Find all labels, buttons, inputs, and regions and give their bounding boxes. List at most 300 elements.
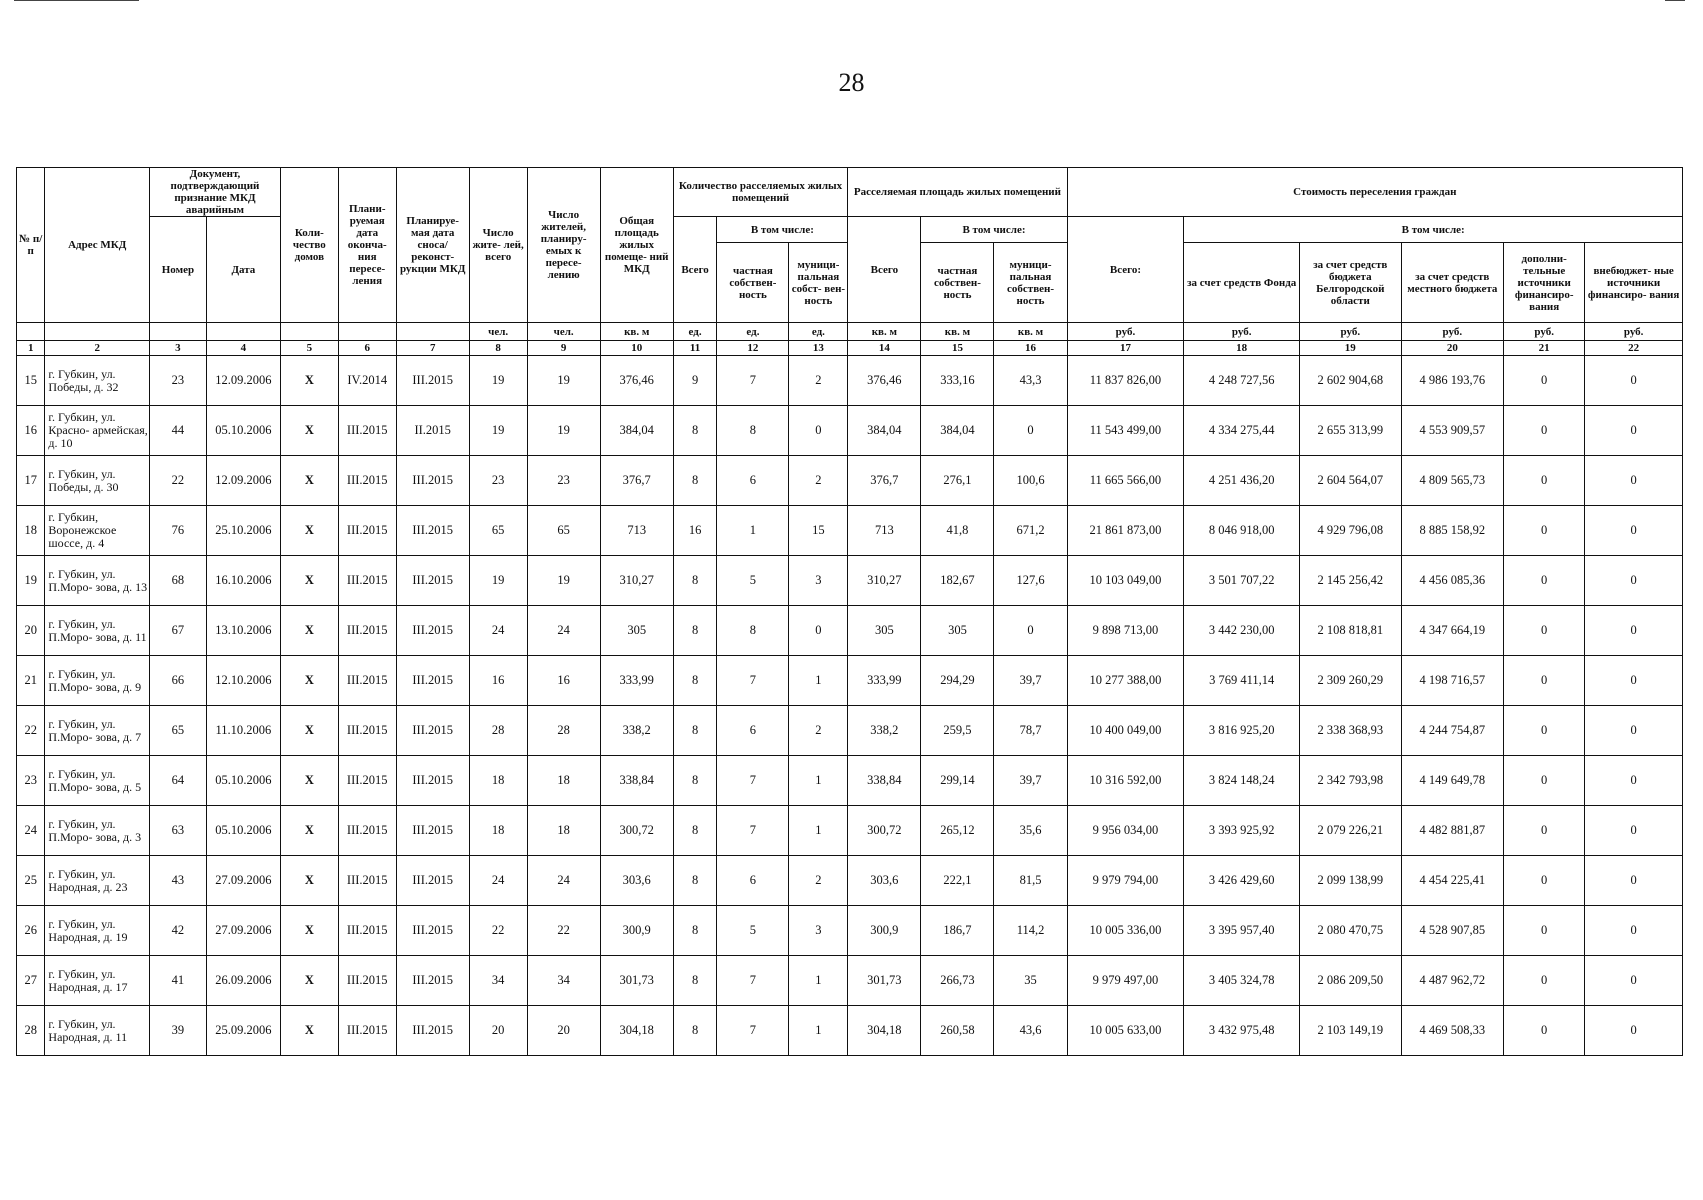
cell-planned-end: III.2015 (338, 906, 396, 956)
cell-area-total: 713 (848, 506, 921, 556)
cell-residents-planned: 20 (527, 1006, 600, 1056)
cell-houses: Х (280, 356, 338, 406)
cell-total-area: 301,73 (600, 956, 673, 1006)
units-blank (338, 323, 396, 341)
header-residents-planned: Число жителей, планиру- емых к пересе- лению (527, 168, 600, 323)
cell-row-number: 18 (17, 506, 45, 556)
header-planned-demolition: Планируе- мая дата сноса/ реконст- рукции МКД (396, 168, 469, 323)
cell-count-municipal: 0 (789, 406, 848, 456)
column-number: 18 (1184, 341, 1300, 356)
cell-doc-date: 11.10.2006 (206, 706, 280, 756)
cell-cost-extra-budget: 0 (1585, 856, 1683, 906)
column-number: 16 (994, 341, 1067, 356)
cell-houses: Х (280, 556, 338, 606)
cell-address: г. Губкин, ул. Победы, д. 32 (45, 356, 150, 406)
cell-count-private: 7 (717, 1006, 789, 1056)
cell-cost-regional: 2 108 818,81 (1300, 606, 1402, 656)
cell-doc-date: 12.09.2006 (206, 356, 280, 406)
cell-cost-regional: 2 342 793,98 (1300, 756, 1402, 806)
cell-count-private: 6 (717, 456, 789, 506)
cell-cost-total: 10 005 633,00 (1067, 1006, 1184, 1056)
cell-count-municipal: 1 (789, 956, 848, 1006)
table-row (17, 856, 1683, 906)
column-number: 21 (1504, 341, 1585, 356)
column-number: 1 (17, 341, 45, 356)
table-row (17, 406, 1683, 456)
cell-houses: Х (280, 906, 338, 956)
cell-cost-local: 4 469 508,33 (1401, 1006, 1504, 1056)
cell-count-private: 7 (717, 656, 789, 706)
cell-doc-date: 13.10.2006 (206, 606, 280, 656)
cell-doc-number: 22 (149, 456, 206, 506)
cell-doc-number: 63 (149, 806, 206, 856)
cell-cost-additional: 0 (1504, 806, 1585, 856)
cell-row-number: 25 (17, 856, 45, 906)
cell-count-private: 7 (717, 356, 789, 406)
table-row (17, 906, 1683, 956)
units-blank (45, 323, 150, 341)
cell-cost-local: 4 986 193,76 (1401, 356, 1504, 406)
table-row (17, 356, 1683, 406)
cell-cost-extra-budget: 0 (1585, 1006, 1683, 1056)
cell-planned-demolition: III.2015 (396, 706, 469, 756)
column-number: 2 (45, 341, 150, 356)
cell-planned-demolition: III.2015 (396, 356, 469, 406)
header-cost-additional: дополни- тельные источники финансиро- вания (1504, 243, 1585, 323)
cell-planned-demolition: III.2015 (396, 956, 469, 1006)
cell-planned-demolition: III.2015 (396, 756, 469, 806)
cell-count-private: 5 (717, 906, 789, 956)
cell-residents-planned: 19 (527, 556, 600, 606)
cell-residents: 28 (469, 706, 527, 756)
cell-doc-number: 76 (149, 506, 206, 556)
cell-cost-total: 9 898 713,00 (1067, 606, 1184, 656)
cell-doc-date: 25.10.2006 (206, 506, 280, 556)
cell-doc-number: 23 (149, 356, 206, 406)
cell-planned-end: III.2015 (338, 706, 396, 756)
cell-residents: 18 (469, 756, 527, 806)
cell-cost-additional: 0 (1504, 356, 1585, 406)
unit-cell: руб. (1504, 323, 1585, 341)
cell-count-private: 5 (717, 556, 789, 606)
cell-cost-regional: 2 099 138,99 (1300, 856, 1402, 906)
cell-planned-end: III.2015 (338, 856, 396, 906)
header-cost-local: за счет средств местного бюджета (1401, 243, 1504, 323)
header-area-private: частная собствен- ность (921, 243, 994, 323)
cell-cost-fund: 3 395 957,40 (1184, 906, 1300, 956)
cell-area-municipal: 39,7 (994, 756, 1067, 806)
column-numbers-row (17, 341, 1683, 356)
header-document: Документ, подтверждающий признание МКД аварийным (149, 168, 280, 217)
page-number: 28 (838, 68, 865, 97)
column-number: 10 (600, 341, 673, 356)
cell-doc-number: 39 (149, 1006, 206, 1056)
cell-doc-number: 43 (149, 856, 206, 906)
cell-cost-extra-budget: 0 (1585, 956, 1683, 1006)
cell-cost-total: 10 316 592,00 (1067, 756, 1184, 806)
cell-doc-date: 27.09.2006 (206, 856, 280, 906)
cell-doc-date: 26.09.2006 (206, 956, 280, 1006)
cell-area-municipal: 35 (994, 956, 1067, 1006)
cell-area-total: 376,7 (848, 456, 921, 506)
cell-area-private: 384,04 (921, 406, 994, 456)
cell-doc-date: 27.09.2006 (206, 906, 280, 956)
cell-houses: Х (280, 756, 338, 806)
cell-area-municipal: 39,7 (994, 656, 1067, 706)
unit-cell: руб. (1401, 323, 1504, 341)
cell-count-total: 8 (673, 756, 717, 806)
cell-total-area: 376,46 (600, 356, 673, 406)
cell-cost-local: 4 482 881,87 (1401, 806, 1504, 856)
cell-count-private: 7 (717, 806, 789, 856)
cell-cost-fund: 4 251 436,20 (1184, 456, 1300, 506)
cell-residents-planned: 18 (527, 756, 600, 806)
cell-area-total: 300,72 (848, 806, 921, 856)
cell-area-private: 305 (921, 606, 994, 656)
cell-address: г. Губкин, ул. П.Моро- зова, д. 3 (45, 806, 150, 856)
cell-residents-planned: 23 (527, 456, 600, 506)
cell-planned-demolition: III.2015 (396, 656, 469, 706)
cell-cost-fund: 4 334 275,44 (1184, 406, 1300, 456)
cell-residents: 19 (469, 556, 527, 606)
cell-cost-fund: 3 769 411,14 (1184, 656, 1300, 706)
cell-area-total: 310,27 (848, 556, 921, 606)
cell-cost-total: 11 665 566,00 (1067, 456, 1184, 506)
cell-area-municipal: 100,6 (994, 456, 1067, 506)
cell-residents-planned: 16 (527, 656, 600, 706)
cell-planned-demolition: III.2015 (396, 556, 469, 606)
cell-row-number: 19 (17, 556, 45, 606)
cell-area-private: 41,8 (921, 506, 994, 556)
table-header (17, 168, 1683, 341)
cell-residents: 20 (469, 1006, 527, 1056)
column-number: 5 (280, 341, 338, 356)
header-doc-date: Дата (206, 217, 280, 323)
cell-count-total: 8 (673, 1006, 717, 1056)
cell-residents: 24 (469, 606, 527, 656)
cell-count-private: 7 (717, 956, 789, 1006)
cell-planned-end: III.2015 (338, 606, 396, 656)
cell-planned-end: III.2015 (338, 406, 396, 456)
cell-houses: Х (280, 956, 338, 1006)
cell-address: г. Губкин, ул. П.Моро- зова, д. 11 (45, 606, 150, 656)
cell-cost-additional: 0 (1504, 706, 1585, 756)
cell-total-area: 384,04 (600, 406, 673, 456)
cell-area-total: 376,46 (848, 356, 921, 406)
cell-count-total: 8 (673, 606, 717, 656)
cell-count-total: 8 (673, 456, 717, 506)
units-row (17, 323, 1683, 341)
table-row (17, 1006, 1683, 1056)
cell-houses: Х (280, 656, 338, 706)
cell-residents-planned: 19 (527, 356, 600, 406)
cell-count-municipal: 0 (789, 606, 848, 656)
cell-area-municipal: 0 (994, 606, 1067, 656)
cell-area-total: 333,99 (848, 656, 921, 706)
cell-residents: 19 (469, 406, 527, 456)
units-blank (206, 323, 280, 341)
cell-cost-extra-budget: 0 (1585, 656, 1683, 706)
cell-cost-fund: 8 046 918,00 (1184, 506, 1300, 556)
cell-cost-fund: 3 824 148,24 (1184, 756, 1300, 806)
cell-cost-fund: 3 393 925,92 (1184, 806, 1300, 856)
cell-area-municipal: 0 (994, 406, 1067, 456)
header-count-private: частная собствен- ность (717, 243, 789, 323)
cell-doc-number: 65 (149, 706, 206, 756)
table-row (17, 956, 1683, 1006)
cell-cost-extra-budget: 0 (1585, 906, 1683, 956)
cell-cost-total: 10 103 049,00 (1067, 556, 1184, 606)
cell-cost-fund: 3 442 230,00 (1184, 606, 1300, 656)
header-cost-fund: за счет средств Фонда (1184, 243, 1300, 323)
header-planned-end: Плани- руемая дата оконча- ния пересе- ления (338, 168, 396, 323)
cell-count-private: 6 (717, 856, 789, 906)
cell-cost-regional: 2 145 256,42 (1300, 556, 1402, 606)
cell-count-total: 9 (673, 356, 717, 406)
cell-cost-fund: 3 405 324,78 (1184, 956, 1300, 1006)
header-houses: Коли- чество домов (280, 168, 338, 323)
scan-edge-line-right (1665, 0, 1685, 1)
cell-count-municipal: 1 (789, 656, 848, 706)
cell-residents: 22 (469, 906, 527, 956)
cell-area-private: 266,73 (921, 956, 994, 1006)
cell-address: г. Губкин, ул. Народная, д. 17 (45, 956, 150, 1006)
cell-area-private: 276,1 (921, 456, 994, 506)
cell-houses: Х (280, 506, 338, 556)
cell-count-private: 8 (717, 606, 789, 656)
cell-count-private: 1 (717, 506, 789, 556)
unit-cell: руб. (1184, 323, 1300, 341)
cell-houses: Х (280, 856, 338, 906)
cell-cost-additional: 0 (1504, 456, 1585, 506)
cell-cost-local: 8 885 158,92 (1401, 506, 1504, 556)
cell-row-number: 21 (17, 656, 45, 706)
cell-doc-date: 05.10.2006 (206, 806, 280, 856)
cell-residents-planned: 22 (527, 906, 600, 956)
cell-cost-local: 4 347 664,19 (1401, 606, 1504, 656)
cell-planned-end: III.2015 (338, 456, 396, 506)
cell-address: г. Губкин, ул. П.Моро- зова, д. 5 (45, 756, 150, 806)
cell-row-number: 16 (17, 406, 45, 456)
column-number: 22 (1585, 341, 1683, 356)
cell-houses: Х (280, 1006, 338, 1056)
cell-area-private: 182,67 (921, 556, 994, 606)
cell-cost-total: 21 861 873,00 (1067, 506, 1184, 556)
cell-row-number: 24 (17, 806, 45, 856)
table-row (17, 456, 1683, 506)
cell-area-private: 299,14 (921, 756, 994, 806)
cell-houses: Х (280, 706, 338, 756)
header-count-total: Всего (673, 217, 717, 323)
cell-area-municipal: 671,2 (994, 506, 1067, 556)
cell-cost-additional: 0 (1504, 656, 1585, 706)
cell-cost-extra-budget: 0 (1585, 556, 1683, 606)
cell-planned-end: III.2015 (338, 956, 396, 1006)
cell-row-number: 28 (17, 1006, 45, 1056)
table-row (17, 656, 1683, 706)
cell-cost-regional: 2 602 904,68 (1300, 356, 1402, 406)
cell-area-municipal: 81,5 (994, 856, 1067, 906)
cell-residents: 16 (469, 656, 527, 706)
cell-count-total: 8 (673, 656, 717, 706)
cell-doc-date: 16.10.2006 (206, 556, 280, 606)
cell-area-total: 305 (848, 606, 921, 656)
cell-cost-fund: 3 816 925,20 (1184, 706, 1300, 756)
cell-doc-date: 05.10.2006 (206, 756, 280, 806)
header-count-incl: В том числе: (717, 217, 848, 243)
header-area-total: Всего (848, 217, 921, 323)
cell-area-private: 260,58 (921, 1006, 994, 1056)
header-count-municipal: муници- пальная собст- вен- ность (789, 243, 848, 323)
column-number: 13 (789, 341, 848, 356)
cell-residents: 18 (469, 806, 527, 856)
cell-cost-total: 10 400 049,00 (1067, 706, 1184, 756)
cell-count-municipal: 1 (789, 806, 848, 856)
cell-row-number: 23 (17, 756, 45, 806)
cell-cost-additional: 0 (1504, 506, 1585, 556)
header-cost-total: Всего: (1067, 217, 1184, 323)
cell-cost-extra-budget: 0 (1585, 506, 1683, 556)
cell-planned-demolition: III.2015 (396, 856, 469, 906)
table-row (17, 756, 1683, 806)
cell-planned-end: III.2015 (338, 1006, 396, 1056)
cell-doc-number: 64 (149, 756, 206, 806)
cell-planned-demolition: III.2015 (396, 456, 469, 506)
cell-total-area: 338,2 (600, 706, 673, 756)
cell-planned-end: III.2015 (338, 506, 396, 556)
cell-row-number: 22 (17, 706, 45, 756)
units-blank (149, 323, 206, 341)
cell-doc-date: 12.09.2006 (206, 456, 280, 506)
cell-cost-local: 4 487 962,72 (1401, 956, 1504, 1006)
cell-count-municipal: 2 (789, 456, 848, 506)
cell-residents-planned: 24 (527, 606, 600, 656)
cell-cost-regional: 2 080 470,75 (1300, 906, 1402, 956)
column-number: 3 (149, 341, 206, 356)
cell-cost-fund: 3 501 707,22 (1184, 556, 1300, 606)
cell-cost-additional: 0 (1504, 606, 1585, 656)
cell-residents: 24 (469, 856, 527, 906)
cell-area-municipal: 127,6 (994, 556, 1067, 606)
column-number: 7 (396, 341, 469, 356)
cell-planned-end: III.2015 (338, 556, 396, 606)
cell-cost-total: 11 543 499,00 (1067, 406, 1184, 456)
cell-cost-fund: 3 432 975,48 (1184, 1006, 1300, 1056)
cell-area-municipal: 114,2 (994, 906, 1067, 956)
cell-cost-additional: 0 (1504, 556, 1585, 606)
column-number: 9 (527, 341, 600, 356)
cell-cost-regional: 2 086 209,50 (1300, 956, 1402, 1006)
cell-count-private: 6 (717, 706, 789, 756)
cell-row-number: 27 (17, 956, 45, 1006)
cell-planned-end: III.2015 (338, 656, 396, 706)
cell-cost-additional: 0 (1504, 406, 1585, 456)
cell-doc-number: 66 (149, 656, 206, 706)
cell-residents-planned: 34 (527, 956, 600, 1006)
cell-cost-total: 9 979 497,00 (1067, 956, 1184, 1006)
cell-cost-extra-budget: 0 (1585, 356, 1683, 406)
unit-cell: чел. (527, 323, 600, 341)
cell-planned-demolition: III.2015 (396, 906, 469, 956)
cell-doc-number: 41 (149, 956, 206, 1006)
header-area-incl: В том числе: (921, 217, 1067, 243)
cell-count-total: 8 (673, 556, 717, 606)
cell-area-total: 338,2 (848, 706, 921, 756)
cell-count-municipal: 2 (789, 856, 848, 906)
table-body (17, 341, 1683, 1056)
cell-row-number: 15 (17, 356, 45, 406)
header-doc-number: Номер (149, 217, 206, 323)
cell-planned-demolition: II.2015 (396, 406, 469, 456)
cell-area-total: 384,04 (848, 406, 921, 456)
cell-cost-local: 4 149 649,78 (1401, 756, 1504, 806)
cell-count-municipal: 2 (789, 706, 848, 756)
cell-cost-local: 4 528 907,85 (1401, 906, 1504, 956)
cell-planned-demolition: III.2015 (396, 806, 469, 856)
table-row (17, 506, 1683, 556)
header-cost-incl: В том числе: (1184, 217, 1683, 243)
cell-doc-number: 67 (149, 606, 206, 656)
column-number: 19 (1300, 341, 1402, 356)
cell-total-area: 338,84 (600, 756, 673, 806)
cell-row-number: 26 (17, 906, 45, 956)
cell-count-total: 8 (673, 856, 717, 906)
cell-area-municipal: 35,6 (994, 806, 1067, 856)
cell-cost-extra-budget: 0 (1585, 606, 1683, 656)
column-number: 20 (1401, 341, 1504, 356)
cell-cost-total: 9 979 794,00 (1067, 856, 1184, 906)
cell-address: г. Губкин, ул. Народная, д. 19 (45, 906, 150, 956)
header-cost-extra-budget: внебюджет- ные источники финансиро- вания (1585, 243, 1683, 323)
cell-residents-planned: 18 (527, 806, 600, 856)
cell-area-private: 294,29 (921, 656, 994, 706)
units-blank (396, 323, 469, 341)
units-blank (17, 323, 45, 341)
cell-area-total: 303,6 (848, 856, 921, 906)
unit-cell: кв. м (600, 323, 673, 341)
table-row (17, 606, 1683, 656)
cell-count-private: 7 (717, 756, 789, 806)
cell-address: г. Губкин, ул. Народная, д. 23 (45, 856, 150, 906)
cell-cost-local: 4 553 909,57 (1401, 406, 1504, 456)
cell-residents: 34 (469, 956, 527, 1006)
cell-cost-extra-budget: 0 (1585, 756, 1683, 806)
unit-cell: кв. м (848, 323, 921, 341)
cell-planned-end: IV.2014 (338, 356, 396, 406)
header-address: Адрес МКД (45, 168, 150, 323)
cell-doc-date: 25.09.2006 (206, 1006, 280, 1056)
cell-residents-planned: 28 (527, 706, 600, 756)
cell-count-municipal: 15 (789, 506, 848, 556)
cell-cost-additional: 0 (1504, 906, 1585, 956)
cell-area-private: 259,5 (921, 706, 994, 756)
cell-total-area: 310,27 (600, 556, 673, 606)
cell-cost-local: 4 454 225,41 (1401, 856, 1504, 906)
cell-cost-fund: 3 426 429,60 (1184, 856, 1300, 906)
cell-cost-total: 9 956 034,00 (1067, 806, 1184, 856)
header-residents: Число жите- лей, всего (469, 168, 527, 323)
cell-area-private: 265,12 (921, 806, 994, 856)
unit-cell: руб. (1300, 323, 1402, 341)
header-count-group: Количество расселяемых жилых помещений (673, 168, 848, 217)
cell-planned-demolition: III.2015 (396, 606, 469, 656)
cell-count-total: 16 (673, 506, 717, 556)
cell-cost-total: 11 837 826,00 (1067, 356, 1184, 406)
cell-count-total: 8 (673, 906, 717, 956)
unit-cell: чел. (469, 323, 527, 341)
scan-edge-line-left (14, 0, 139, 1)
cell-cost-regional: 2 079 226,21 (1300, 806, 1402, 856)
